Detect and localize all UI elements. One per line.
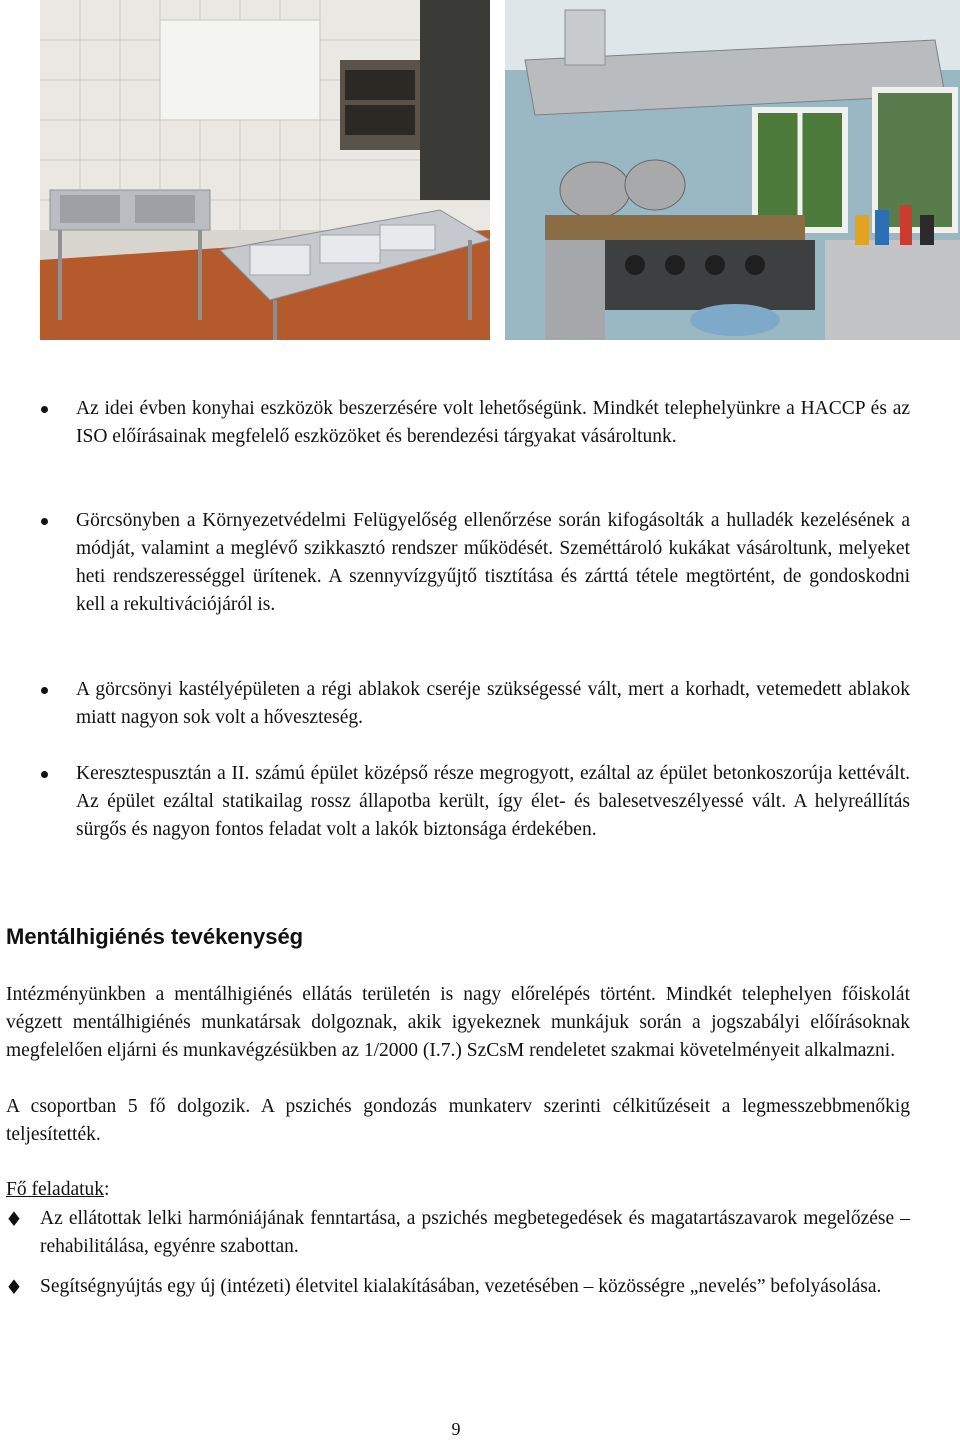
bullet-text: Az idei évben konyhai eszközök beszerzésére volt lehetőségünk. Mindkét telephelyünkre a HACCP és az ISO előírásainak megfelelő eszközöket és berendezési tárgyakat vásároltunk. [76,398,910,447]
paragraph: A csoportban 5 fő dolgozik. A pszichés gondozás munkaterv szerinti célkitűzéseit a legmesszebbmenőkig teljesítették. [6,1096,910,1145]
task-item [0,1205,960,1261]
bullet-icon [41,518,48,525]
bullet-list-item-1 [0,395,960,451]
bullet-list-item-3 [0,676,960,732]
page-number: 9 [451,1419,461,1439]
list-item [0,760,960,844]
task-text: Segítségnyújtás egy új (intézeti) életvitel kialakításában, vezetésében – közösségre „nevelés” befolyásolása. [40,1276,882,1297]
kitchen-stoves-photo [505,0,960,340]
section-heading: Mentálhigiénés tevékenység [6,924,304,949]
tasks-label-text: Fő feladatuk [6,1179,105,1200]
task-item [0,1273,960,1301]
bullet-icon [41,406,48,413]
list-item [0,395,960,451]
bullet-list-item-2 [0,507,960,619]
bullet-icon [41,687,48,694]
bullet-text: A görcsönyi kastélyépületen a régi ablakok cseréje szükségessé vált, mert a korhadt, vetemedett ablakok miatt nagyon sok volt a hőveszteség. [76,679,910,728]
kitchen-sinks-photo [40,0,490,340]
bullet-text: Görcsönyben a Környezetvédelmi Felügyelőség ellenőrzése során kifogásolták a hulladék kezelésének a módját, valamint a meglévő szikkasztó rendszer működését. Szeméttároló kukákat vásároltunk, melyeket heti rendszerességgel ürítenek. A szennyvízgyűjtő tisztítása és zárttá tétele megtörtént, de gondoskodni kell a rekultivációjáról is. [76,510,910,615]
bullet-icon [41,771,48,778]
tasks-label-colon: : [104,1179,110,1200]
tasks-label [6,1176,109,1204]
diamond-bullet-icon: ♦ [5,1207,23,1231]
bullet-list-item-4 [0,760,960,844]
bullet-text: Keresztespusztán a II. számú épület középső része megrogyott, ezáltal az épület betonkoszorúja kettévált. Az épület ezáltal statikailag rossz állapotba került, így élet- és balesetveszélyessé vált. A helyreállítás sürgős és nagyon fontos feladat volt a lakók biztonsága érdekében. [76,763,910,840]
list-item [0,507,960,619]
task-text: Az ellátottak lelki harmóniájának fenntartása, a pszichés megbetegedések és magatartászavarok megelőzése – rehabilitálása, egyénre szabottan. [40,1208,910,1257]
diamond-bullet-icon: ♦ [5,1275,23,1299]
paragraph: Intézményünkben a mentálhigiénés ellátás területén is nagy előrelépés történt. Mindkét telephelyen főiskolát végzett mentálhigiénés munkatársak dolgoznak, akik igyekeznek munkájuk során a jogszabályi előírásoknak megfelelően eljárni és munkavégzésükben az 1/2000 (I.7.) SzCsM rendeletet szakmai követelményeit alkalmazni. [6,984,910,1061]
list-item [0,676,960,732]
